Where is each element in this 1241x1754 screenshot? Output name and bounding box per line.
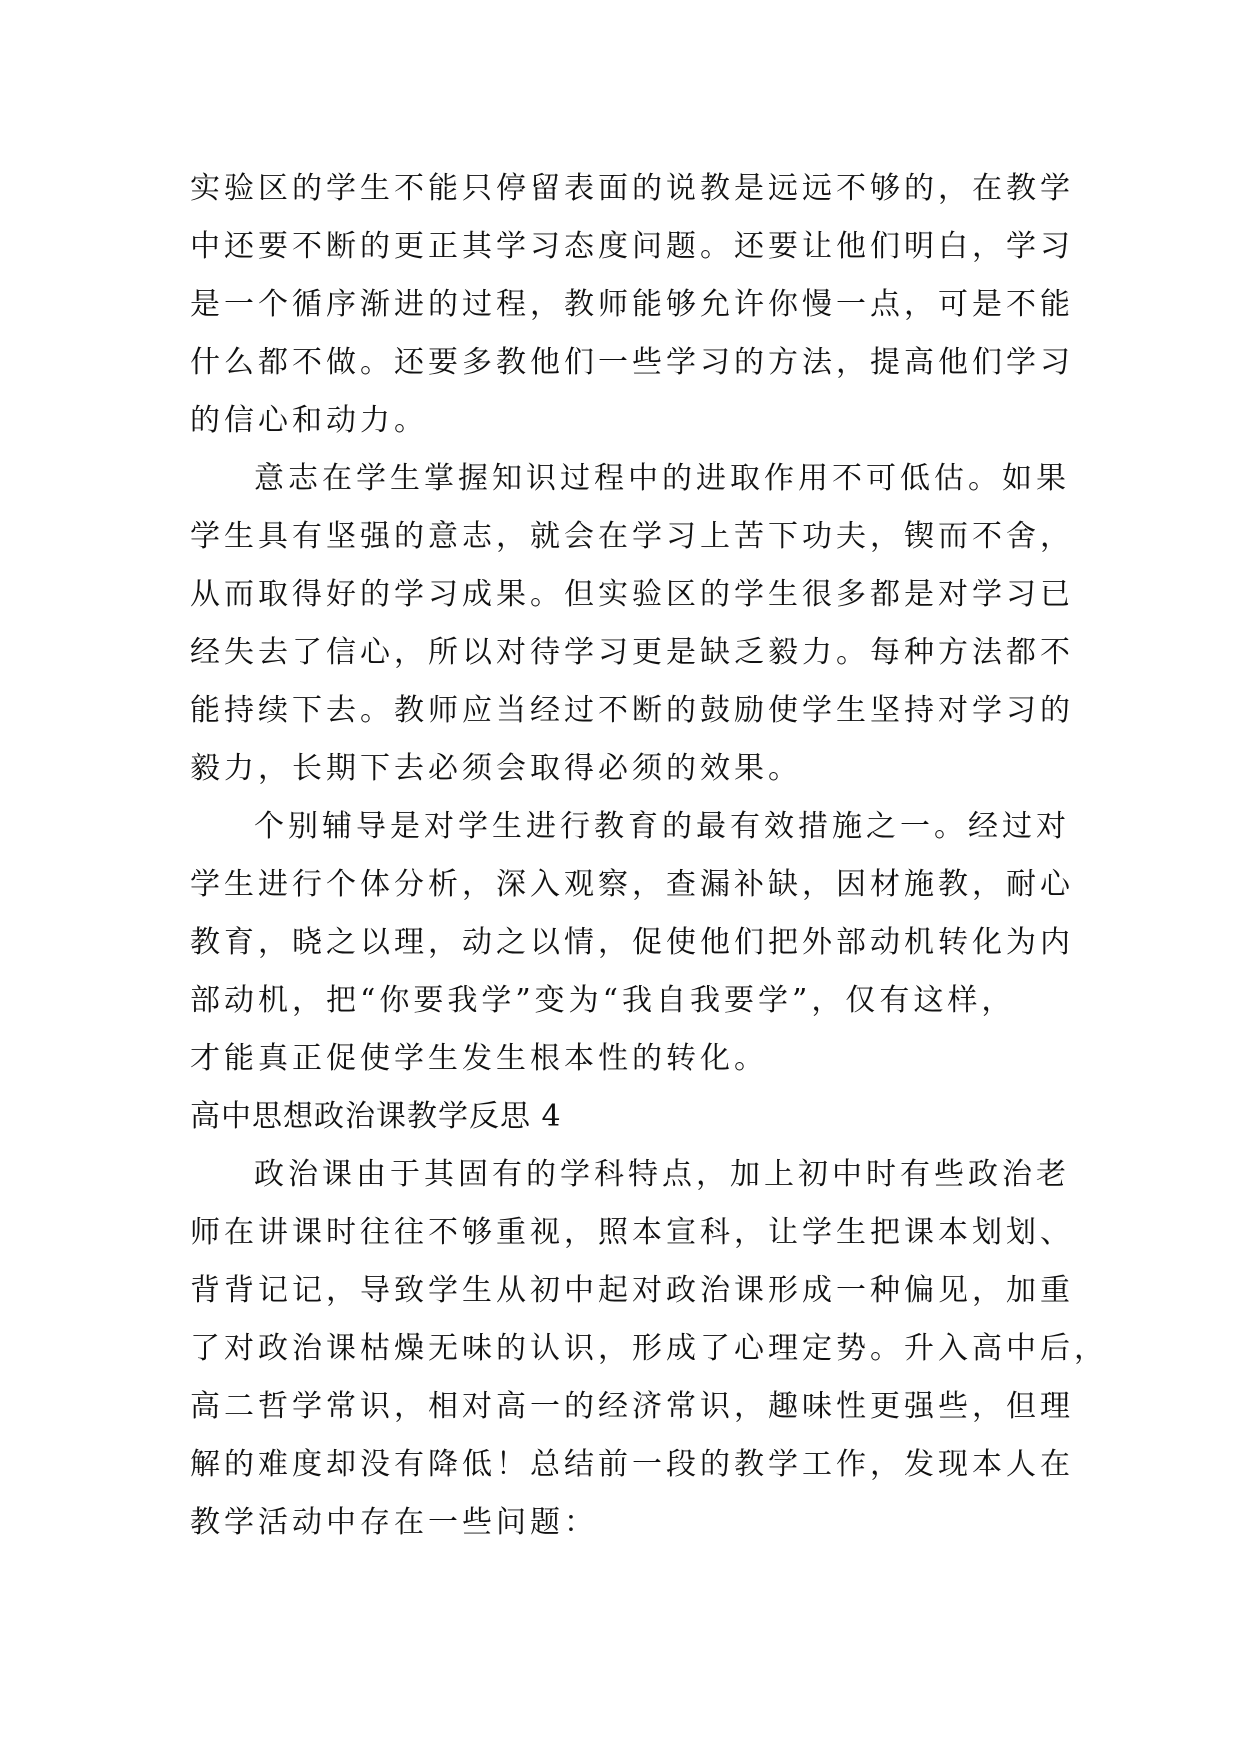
document-body — [190, 160, 1108, 1552]
body-line: 经失去了信心，所以对待学习更是缺乏毅力。每种方法都不 — [190, 635, 1074, 670]
body-line: 了对政治课枯燥无味的认识，形成了心理定势。升入高中后， — [190, 1331, 1108, 1366]
body-line: 教育，晓之以理，动之以情，促使他们把外部动机转化为内 — [190, 925, 1074, 960]
body-line: 解的难度却没有降低！总结前一段的教学工作，发现本人在 — [190, 1447, 1074, 1482]
body-line: 是一个循序渐进的过程，教师能够允许你慢一点，可是不能 — [190, 287, 1074, 322]
body-line: 背背记记，导致学生从初中起对政治课形成一种偏见，加重 — [190, 1273, 1074, 1308]
body-line: 中还要不断的更正其学习态度问题。还要让他们明白，学习 — [190, 229, 1074, 264]
body-line: 学生进行个体分析，深入观察，查漏补缺，因材施教，耐心 — [190, 867, 1074, 902]
body-line: 实验区的学生不能只停留表面的说教是远远不够的，在教学 — [190, 171, 1074, 206]
body-line: 能持续下去。教师应当经过不断的鼓励使学生坚持对学习的 — [190, 693, 1074, 728]
body-line: 从而取得好的学习成果。但实验区的学生很多都是对学习已 — [190, 577, 1074, 612]
paragraph-first-line: 意志在学生掌握知识过程中的进取作用不可低估。如果 — [254, 461, 1070, 496]
body-line: 才能真正促使学生发生根本性的转化。 — [190, 1041, 768, 1076]
section-heading: 高中思想政治课教学反思 4 — [190, 1099, 562, 1134]
body-line: 教学活动中存在一些问题： — [190, 1505, 598, 1540]
body-line: 的信心和动力。 — [190, 403, 428, 438]
paragraph-first-line: 政治课由于其固有的学科特点，加上初中时有些政治老 — [254, 1157, 1070, 1192]
body-line: 师在讲课时往往不够重视，照本宣科，让学生把课本划划、 — [190, 1215, 1074, 1250]
body-line: 部动机，把“你要我学”变为“我自我要学”，仅有这样， — [190, 983, 1016, 1018]
body-line: 毅力，长期下去必须会取得必须的效果。 — [190, 751, 802, 786]
body-line: 什么都不做。还要多教他们一些学习的方法，提高他们学习 — [190, 345, 1074, 380]
body-line: 学生具有坚强的意志，就会在学习上苦下功夫，锲而不舍， — [190, 519, 1074, 554]
paragraph-first-line: 个别辅导是对学生进行教育的最有效措施之一。经过对 — [254, 809, 1070, 844]
body-line: 高二哲学常识，相对高一的经济常识，趣味性更强些，但理 — [190, 1389, 1074, 1424]
